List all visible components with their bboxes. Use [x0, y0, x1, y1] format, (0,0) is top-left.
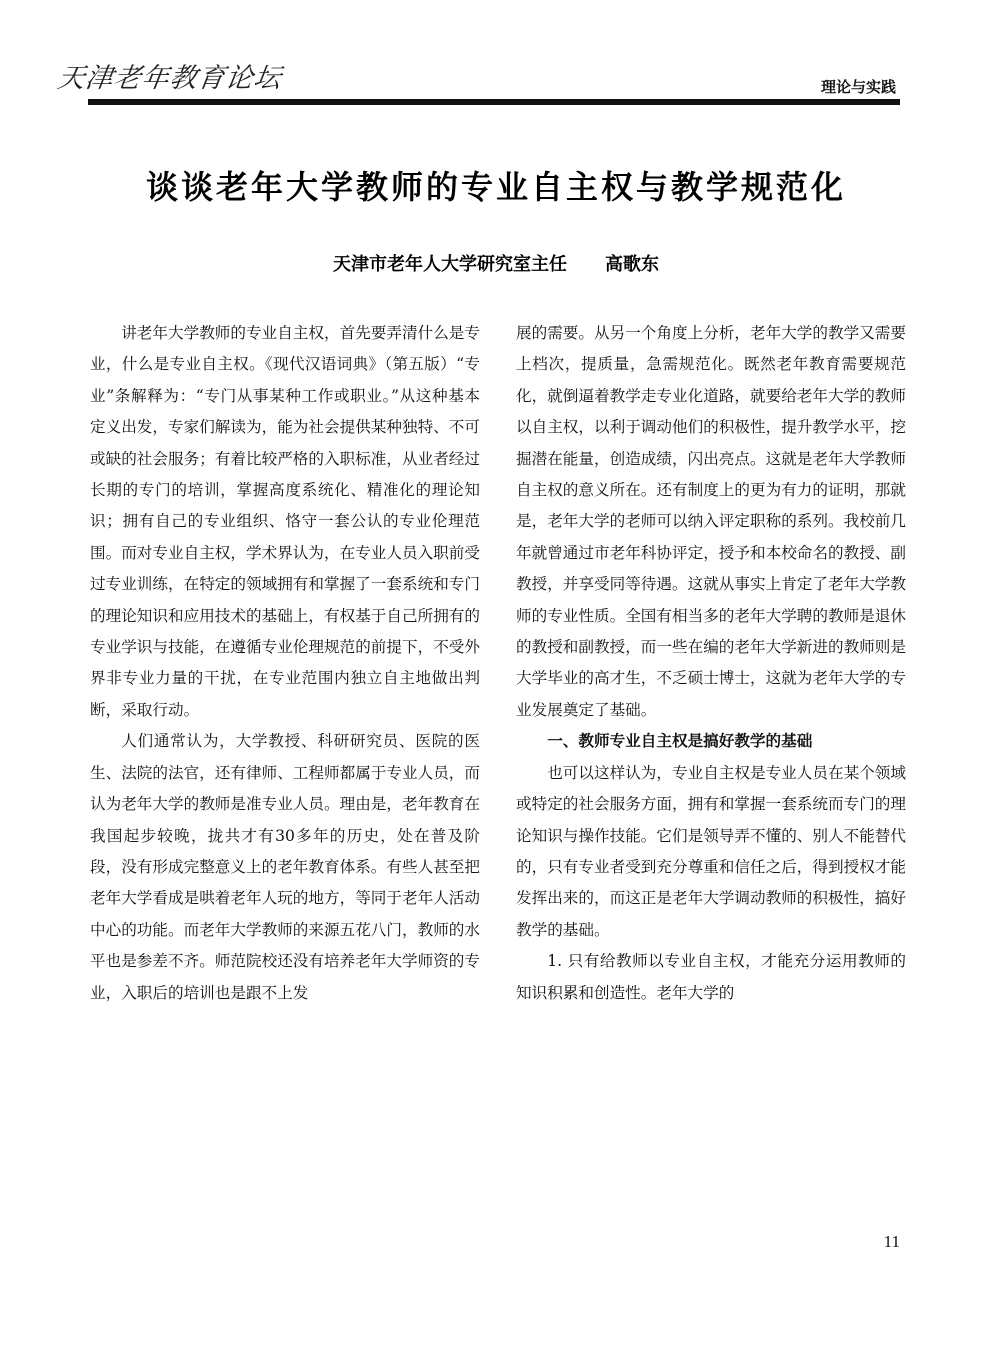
- author-name: 高歌东: [605, 254, 659, 275]
- left-column: [90, 318, 480, 1009]
- section-label: 理论与实践: [820, 78, 896, 96]
- header-rule: [88, 99, 900, 105]
- paragraph: 也可以这样认为，专业自主权是专业人员在某个领域或特定的社会服务方面，拥有和掌握一套系统而专门的理论知识与操作技能。它们是领导弄不懂的、别人不能替代的，只有专业者受到充分尊重和信任之后，得到授权才能发挥出来的，而这正是老年大学调动教师的积极性，搞好教学的基础。: [516, 763, 906, 939]
- article-title: 谈谈老年大学教师的专业自主权与教学规范化: [145, 168, 846, 206]
- paragraph: 人们通常认为，大学教授、科研研究员、医院的医生、法院的法官，还有律师、工程师都属于专业人员，而认为老年大学的教师是准专业人员。理由是，老年教育在我国起步较晚，拢共才有30多年的历史，处在普及阶段，没有形成完整意义上的老年教育体系。有些人甚至把老年大学看成是哄着老年人玩的地方，等同于老年人活动中心的功能。而老年大学教师的来源五花八门，教师的水平也是参差不齐。师范院校还没有培养老年大学师资的专业，入职后的培训也是跟不上发: [90, 732, 480, 1002]
- journal-masthead-logo: 天津老年教育论坛: [55, 63, 284, 94]
- paragraph: 1. 只有给教师以专业自主权，才能充分运用教师的知识积累和创造性。老年大学的: [516, 952, 906, 1002]
- paragraph: 讲老年大学教师的专业自主权，首先要弄清什么是专业，什么是专业自主权。《现代汉语词典》（第五版）“专业”条解释为：“专门从事某种工作或职业。”从这种基本定义出发，专家们解读为，能为社会提供某种独特、不可或缺的社会服务；有着比较严格的入职标准，从业者经过长期的专门的培训，掌握高度系统化、精准化的理论知识；拥有自己的专业组织、恪守一套公认的专业伦理范围。而对专业自主权，学术界认为，在专业人员入职前受过专业训练，在特定的领域拥有和掌握了一套系统和专门的理论知识和应用技术的基础上，有权基于自己所拥有的专业学识与技能，在遵循专业伦理规范的前提下，不受外界非专业力量的干扰，在专业范围内独立自主地做出判断，采取行动。: [90, 324, 480, 719]
- page-number: 11: [883, 1232, 900, 1251]
- right-column: [516, 318, 906, 1009]
- section-heading: 一、教师专业自主权是搞好教学的基础: [547, 732, 813, 751]
- paragraph-continued: 展的需要。从另一个角度上分析，老年大学的教学又需要上档次，提质量，急需规范化。既然老年教育需要规范化，就倒逼着教学走专业化道路，就要给老年大学的教师以自主权，以利于调动他们的积极性，提升教学水平，挖掘潜在能量，创造成绩，闪出亮点。这就是老年大学教师自主权的意义所在。还有制度上的更为有力的证明，那就是，老年大学的老师可以纳入评定职称的系列。我校前几年就曾通过市老年科协评定，授予和本校命名的教授、副教授，并享受同等待遇。这就从事实上肯定了老年大学教师的专业性质。全国有相当多的老年大学聘的教师是退休的教授和副教授，而一些在编的老年大学新进的教师则是大学毕业的高才生，不乏硕士博士，这就为老年大学的专业发展奠定了基础。: [516, 324, 906, 719]
- author-affiliation: 天津市老年人大学研究室主任: [333, 254, 567, 275]
- byline: [0, 250, 992, 276]
